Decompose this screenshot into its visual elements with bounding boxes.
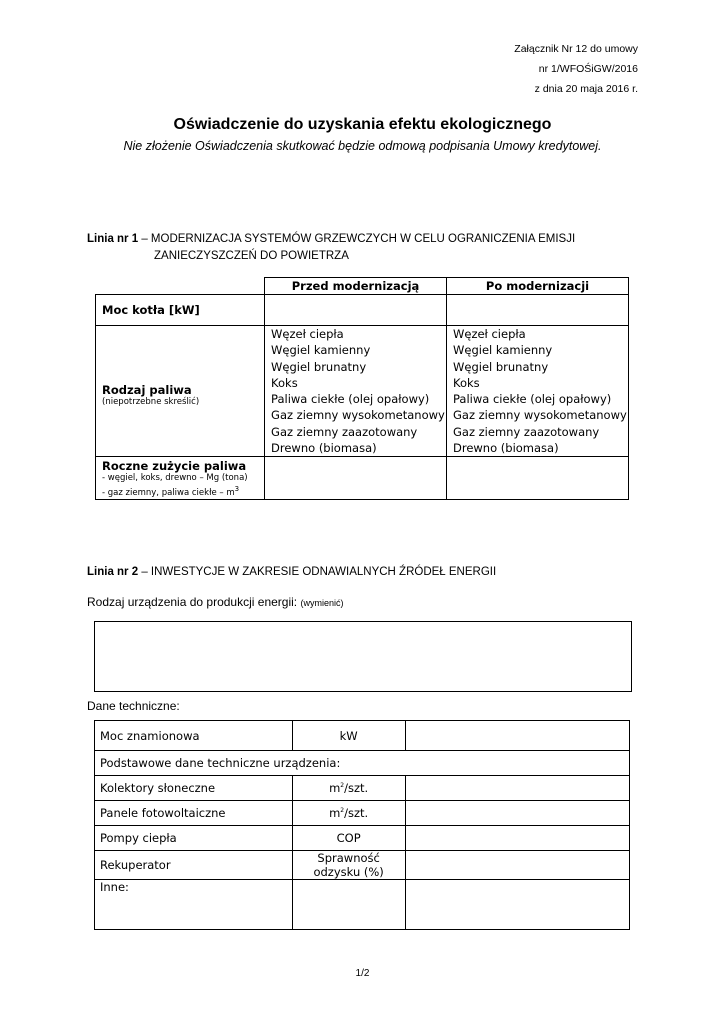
fuel-before-item[interactable]: Koks — [271, 375, 298, 390]
solar-collectors-label: Kolektory słoneczne — [95, 776, 293, 801]
linia1-text-line2: ZANIECZYSZCZEŃ DO POWIETRZA — [154, 250, 349, 262]
fuel-before-item[interactable]: Gaz ziemny wysokometanowy — [271, 408, 445, 423]
device-type-label: Rodzaj urządzenia do produkcji energii: — [87, 595, 298, 609]
attachment-number: Załącznik Nr 12 do umowy — [514, 43, 638, 55]
fuel-type-note: (niepotrzebne skreślić) — [102, 396, 200, 407]
fuel-type-label: Rodzaj paliwa — [102, 382, 192, 397]
solar-collectors-value[interactable] — [405, 776, 629, 801]
linia2-label: Linia nr 2 — [87, 566, 139, 578]
linia2-dash: – — [138, 566, 151, 578]
linia1-text-line1: MODERNIZACJA SYSTEMÓW GRZEWCZYCH W CELU OGRANICZENIA EMISJI — [150, 233, 576, 245]
fuel-after-item[interactable]: Gaz ziemny wysokometanowy — [453, 408, 627, 423]
rated-power-label: Moc znamionowa — [95, 721, 293, 751]
annual-usage-before[interactable] — [265, 457, 447, 500]
fuel-before-cell — [265, 326, 447, 457]
contract-number: nr 1/WFOŚiGW/2016 — [538, 63, 638, 75]
linia2-heading — [87, 566, 496, 578]
document-subtitle: Nie złożenie Oświadczenia skutkować będzie odmową podpisania Umowy kredytowej. — [123, 139, 602, 153]
tech-data-label: Dane techniczne: — [87, 699, 180, 713]
boiler-power-before[interactable] — [265, 295, 447, 326]
annual-usage-note2: - gaz ziemny, paliwa ciekłe – $m^3$ — [102, 485, 240, 499]
fuel-after-item[interactable]: Paliwa ciekłe (olej opałowy) — [453, 392, 612, 407]
device-type-heading — [87, 595, 343, 609]
empty-corner — [96, 278, 265, 295]
annual-usage-note1: - węgiel, koks, drewno – Mg (tona) — [102, 473, 248, 484]
solar-collectors-unit: $m^2$/szt. — [292, 776, 405, 801]
other-value[interactable] — [405, 880, 629, 930]
device-type-field[interactable] — [94, 621, 632, 692]
fuel-after-item[interactable]: Gaz ziemny zaazotowany — [453, 424, 600, 439]
row-boiler-power: Moc kotła [kW] — [96, 295, 265, 326]
boiler-power-after[interactable] — [447, 295, 629, 326]
tech-data-table — [94, 720, 630, 930]
recuperator-unit: Sprawność odzysku (%) — [292, 851, 405, 880]
fuel-after-item[interactable]: Węzeł ciepła — [453, 327, 526, 341]
col-after: Po modernizacji — [447, 278, 629, 295]
heat-pumps-label: Pompy ciepła — [95, 826, 293, 851]
fuel-before-item[interactable]: Węzeł ciepła — [271, 327, 344, 341]
fuel-before-item[interactable]: Węgiel brunatny — [271, 359, 367, 374]
pv-panels-label: Panele fotowoltaiczne — [95, 801, 293, 826]
fuel-list-after — [447, 326, 628, 456]
fuel-list-before — [265, 326, 446, 456]
document-title: Oświadczenie do uzyskania efektu ekologicznego — [173, 116, 552, 133]
fuel-before-item[interactable]: Gaz ziemny zaazotowany — [271, 424, 418, 439]
other-label: Inne: — [95, 880, 293, 930]
recuperator-label: Rekuperator — [95, 851, 293, 880]
fuel-after-item[interactable]: Węgiel brunatny — [453, 359, 549, 374]
fuel-before-item[interactable]: Węgiel kamienny — [271, 343, 371, 358]
row-fuel-type — [96, 326, 265, 457]
device-type-note: (wymienić) — [300, 598, 344, 608]
page-number: 1/2 — [355, 968, 370, 979]
fuel-after-item[interactable]: Drewno (biomasa) — [453, 441, 559, 456]
pv-panels-unit: $m^2$/szt. — [292, 801, 405, 826]
heat-pumps-value[interactable] — [405, 826, 629, 851]
contract-date: z dnia 20 maja 2016 r. — [534, 83, 638, 95]
linia1-heading — [87, 233, 575, 245]
linia1-label: Linia nr 1 — [87, 233, 139, 245]
fuel-before-item[interactable]: Paliwa ciekłe (olej opałowy) — [271, 392, 430, 407]
basic-tech-data-label: Podstawowe dane techniczne urządzenia: — [95, 751, 630, 776]
other-unit[interactable] — [292, 880, 405, 930]
pv-panels-value[interactable] — [405, 801, 629, 826]
linia2-text: INWESTYCJE W ZAKRESIE ODNAWIALNYCH ŹRÓDEŁ ENERGII — [150, 566, 497, 578]
fuel-before-item[interactable]: Drewno (biomasa) — [271, 441, 377, 456]
annual-usage-after[interactable] — [447, 457, 629, 500]
fuel-after-item[interactable]: Koks — [453, 375, 480, 390]
fuel-after-item[interactable]: Węgiel kamienny — [453, 343, 553, 358]
boiler-table — [95, 277, 629, 500]
row-annual-usage — [96, 457, 265, 500]
fuel-after-cell — [447, 326, 629, 457]
col-before: Przed modernizacją — [265, 278, 447, 295]
heat-pumps-unit: COP — [292, 826, 405, 851]
recuperator-value[interactable] — [405, 851, 629, 880]
rated-power-unit: kW — [292, 721, 405, 751]
annual-usage-label: Roczne zużycie paliwa — [102, 459, 247, 474]
rated-power-value[interactable] — [405, 721, 629, 751]
linia1-dash: – — [138, 233, 151, 245]
